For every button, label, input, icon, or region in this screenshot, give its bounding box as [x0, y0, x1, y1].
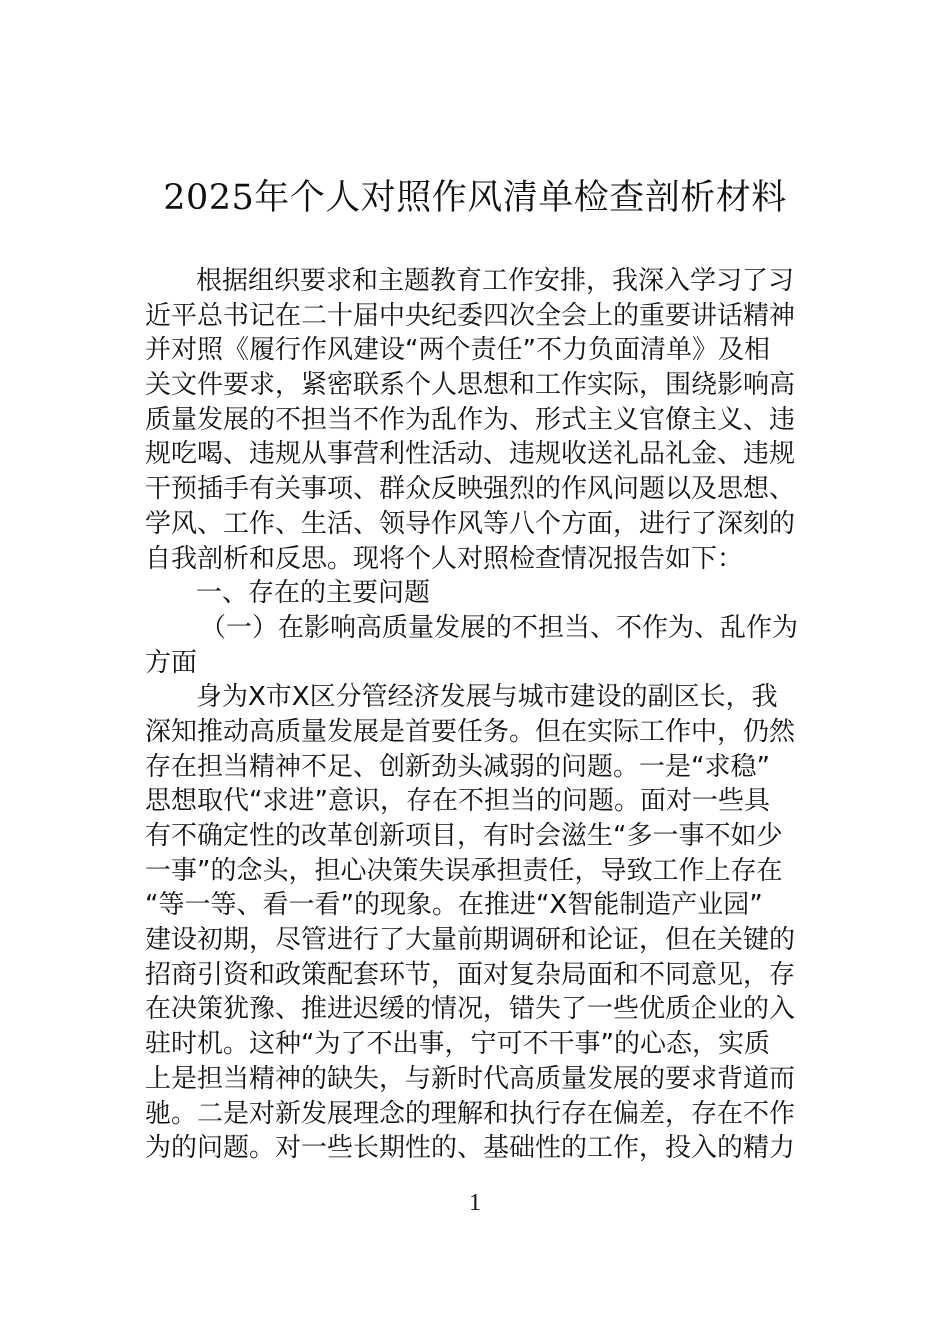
subsection-heading: 方面: [145, 647, 198, 678]
paragraph-line: 上是担当精神的缺失，与新时代高质量发展的要求背道而: [145, 1063, 796, 1094]
paragraph-line: 关文件要求，紧密联系个人思想和工作实际，围绕影响高: [145, 370, 796, 401]
paragraph-line: 驻时机。这种“为了不出事，宁可不干事”的心态，实质: [145, 1029, 770, 1060]
paragraph-line: 自我剖析和反思。现将个人对照检查情况报告如下：: [145, 543, 744, 574]
paragraph-line: 存在担当精神不足、创新劲头减弱的问题。一是“求稳”: [145, 751, 770, 782]
paragraph-line: 质量发展的不担当不作为乱作为、形式主义官僚主义、违: [145, 404, 796, 435]
paragraph-line: 干预插手有关事项、群众反映强烈的作风问题以及思想、: [145, 474, 796, 505]
paragraph-line: 近平总书记在二十届中央纪委四次全会上的重要讲话精神: [145, 300, 796, 331]
document-title: 2025年个人对照作风清单检查剖析材料: [163, 178, 787, 218]
paragraph-line: “等一等、看一看”的现象。在推进“X智能制造产业园”: [145, 890, 763, 921]
document-body: [145, 264, 810, 1166]
section-heading: 一、存在的主要问题: [196, 578, 431, 609]
paragraph-line: 一事”的念头，担心决策失误承担责任，导致工作上存在: [145, 855, 783, 886]
paragraph-line: 规吃喝、违规从事营利性活动、违规收送礼品礼金、违规: [145, 439, 796, 470]
paragraph-line: 驰。二是对新发展理念的理解和执行存在偏差，存在不作: [145, 1098, 796, 1129]
paragraph-line: 深知推动高质量发展是首要任务。但在实际工作中，仍然: [145, 716, 796, 747]
paragraph-line: 思想取代“求进”意识，存在不担当的问题。面对一些具: [145, 786, 770, 817]
paragraph-line: 根据组织要求和主题教育工作安排，我深入学习了习: [196, 266, 795, 296]
paragraph-line: 建设初期，尽管进行了大量前期调研和论证，但在关键的: [145, 925, 796, 956]
paragraph-line: 身为X市X区分管经济发展与城市建设的副区长，我: [196, 682, 778, 713]
page-number: 1: [469, 1190, 481, 1216]
paragraph-line: 有不确定性的改革创新项目，有时会滋生“多一事不如少: [145, 821, 783, 851]
paragraph-line: 并对照《履行作风建设“两个责任”不力负面清单》及相: [145, 335, 770, 366]
paragraph-line: 为的问题。对一些长期性的、基础性的工作，投入的精力: [145, 1133, 796, 1164]
paragraph-line: 在决策犹豫、推进迟缓的情况，错失了一些优质企业的入: [145, 994, 796, 1025]
subsection-heading: （一）在影响高质量发展的不担当、不作为、乱作为: [200, 612, 799, 643]
paragraph-line: 学风、工作、生活、领导作风等八个方面，进行了深刻的: [145, 508, 796, 539]
paragraph-line: 招商引资和政策配套环节，面对复杂局面和不同意见，存: [145, 959, 796, 990]
